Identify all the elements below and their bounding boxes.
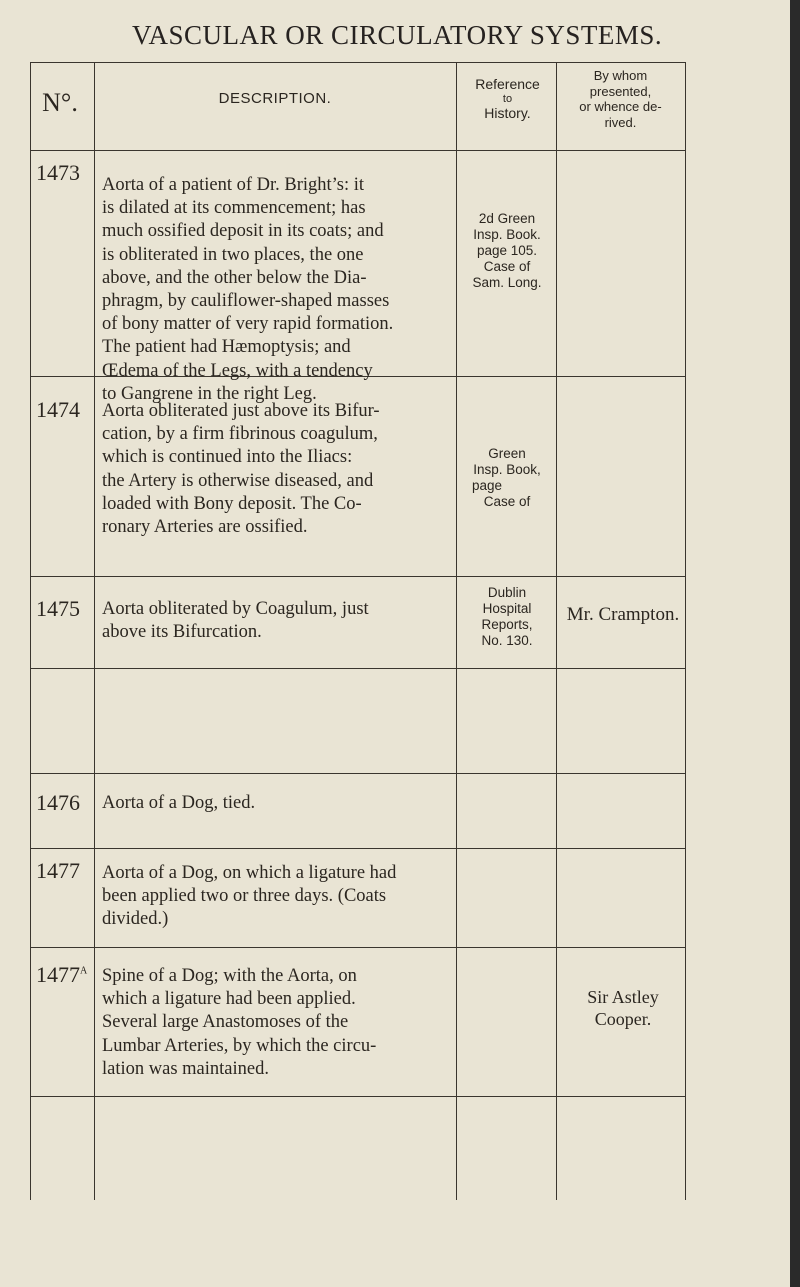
- column-rule-no: [94, 62, 95, 1200]
- description-line: Several large Anastomoses of the: [102, 1012, 349, 1033]
- header-bottom-rule: [30, 150, 685, 151]
- description-line: which a ligature had been applied.: [102, 989, 356, 1010]
- description-line: The patient had Hæmoptysis; and: [102, 337, 351, 358]
- description-line: lation was maintained.: [102, 1058, 269, 1079]
- header-presented-line: rived.: [604, 114, 637, 130]
- entry-description: [102, 965, 457, 1081]
- description-line: above its Bifurcation.: [102, 622, 262, 643]
- entry-reference: [458, 211, 556, 291]
- reference-line: Insp. Book,: [473, 462, 541, 477]
- reference-line: Case of: [483, 494, 531, 509]
- reference-line: Sam. Long.: [472, 275, 542, 290]
- reference-line: Insp. Book.: [473, 227, 541, 242]
- header-reference: [460, 76, 555, 122]
- description-line: of bony matter of very rapid formation.: [102, 314, 394, 335]
- description-line: above, and the other below the Dia-: [102, 267, 367, 288]
- description-line: Aorta of a Dog, on which a ligature had: [102, 863, 397, 883]
- entry-presented-by: [558, 604, 688, 626]
- entry-reference: [458, 585, 556, 649]
- header-reference-line: Reference: [475, 76, 540, 92]
- description-line: ronary Arteries are ossified.: [102, 517, 308, 538]
- row-divider: [30, 947, 685, 948]
- description-line: to Gangrene in the right Leg.: [102, 383, 317, 404]
- entry-number: 1475: [36, 596, 80, 621]
- row-divider: [30, 1096, 685, 1097]
- entry-number: 1477: [36, 858, 80, 883]
- header-number: N°.: [42, 88, 78, 117]
- row-divider: [30, 848, 685, 849]
- description-line: is dilated at its commencement; has: [102, 198, 366, 219]
- reference-line: page: [472, 478, 503, 493]
- reference-line: Hospital: [482, 601, 532, 616]
- table-top-rule: [30, 62, 685, 63]
- entry-number-suffix: A: [80, 965, 88, 977]
- description-line: Spine of a Dog; with the Aorta, on: [102, 966, 357, 986]
- presented-line: Mr. Crampton.: [566, 604, 680, 625]
- entry-description: [102, 174, 457, 406]
- description-line: cation, by a firm fibrinous coagulum,: [102, 424, 378, 445]
- description-line: Œdema of the Legs, with a tendency: [102, 360, 373, 381]
- reference-line: Reports,: [481, 617, 533, 632]
- entry-description: [102, 792, 457, 815]
- description-line: the Artery is otherwise diseased, and: [102, 470, 374, 491]
- row-divider: [30, 773, 685, 774]
- description-line: phragm, by cauliflower-shaped masses: [102, 291, 390, 312]
- description-line: Aorta obliterated just above its Bifur-: [102, 401, 380, 421]
- entry-number: 1473: [36, 160, 80, 185]
- description-line: divided.): [102, 909, 169, 930]
- page-title: VASCULAR OR CIRCULATORY SYSTEMS.: [132, 20, 663, 50]
- reference-line: Green: [488, 446, 526, 461]
- reference-line: 2d Green: [478, 211, 536, 226]
- description-line: loaded with Bony deposit. The Co-: [102, 493, 362, 514]
- header-presented-line: or whence de-: [579, 99, 662, 114]
- entry-description: [102, 862, 457, 932]
- entry-reference: [458, 446, 556, 510]
- description-line: Lumbar Arteries, by which the circu-: [102, 1035, 377, 1056]
- header-description: DESCRIPTION.: [218, 90, 332, 107]
- entry-description: [102, 400, 457, 539]
- header-reference-line: History.: [484, 105, 531, 121]
- entry-presented-by: [558, 986, 688, 1030]
- description-line: which is continued into the Iliacs:: [102, 447, 353, 468]
- description-line: is obliterated in two places, the one: [102, 244, 364, 265]
- column-rule-left: [30, 62, 31, 1200]
- entry-number-main: 1477: [36, 962, 80, 987]
- row-divider: [30, 668, 685, 669]
- reference-line: page 105.: [476, 243, 538, 258]
- description-line: Aorta obliterated by Coagulum, just: [102, 599, 369, 619]
- header-reference-line: to: [502, 93, 513, 105]
- header-presented-line: presented,: [589, 83, 652, 99]
- description-line: much ossified deposit in its coats; and: [102, 221, 384, 242]
- entry-number: 1474: [36, 397, 80, 422]
- header-presented-by: [558, 68, 683, 130]
- presented-line: Sir Astley: [587, 987, 659, 1007]
- description-line: Aorta of a patient of Dr. Bright’s: it: [102, 175, 365, 195]
- column-rule-reference: [556, 62, 557, 1200]
- header-presented-line: By whom: [593, 68, 648, 83]
- row-divider: [30, 576, 685, 577]
- reference-line: No. 130.: [481, 633, 533, 648]
- entry-description: [102, 598, 457, 644]
- description-line: been applied two or three days. (Coats: [102, 886, 387, 907]
- presented-line: Cooper.: [594, 1009, 652, 1029]
- reference-line: Case of: [483, 259, 531, 274]
- description-line: Aorta of a Dog, tied.: [102, 793, 256, 813]
- page-edge-shadow: [790, 0, 800, 1287]
- entry-number: [36, 962, 94, 988]
- entry-number: 1476: [36, 790, 80, 815]
- reference-line: Dublin: [487, 585, 527, 600]
